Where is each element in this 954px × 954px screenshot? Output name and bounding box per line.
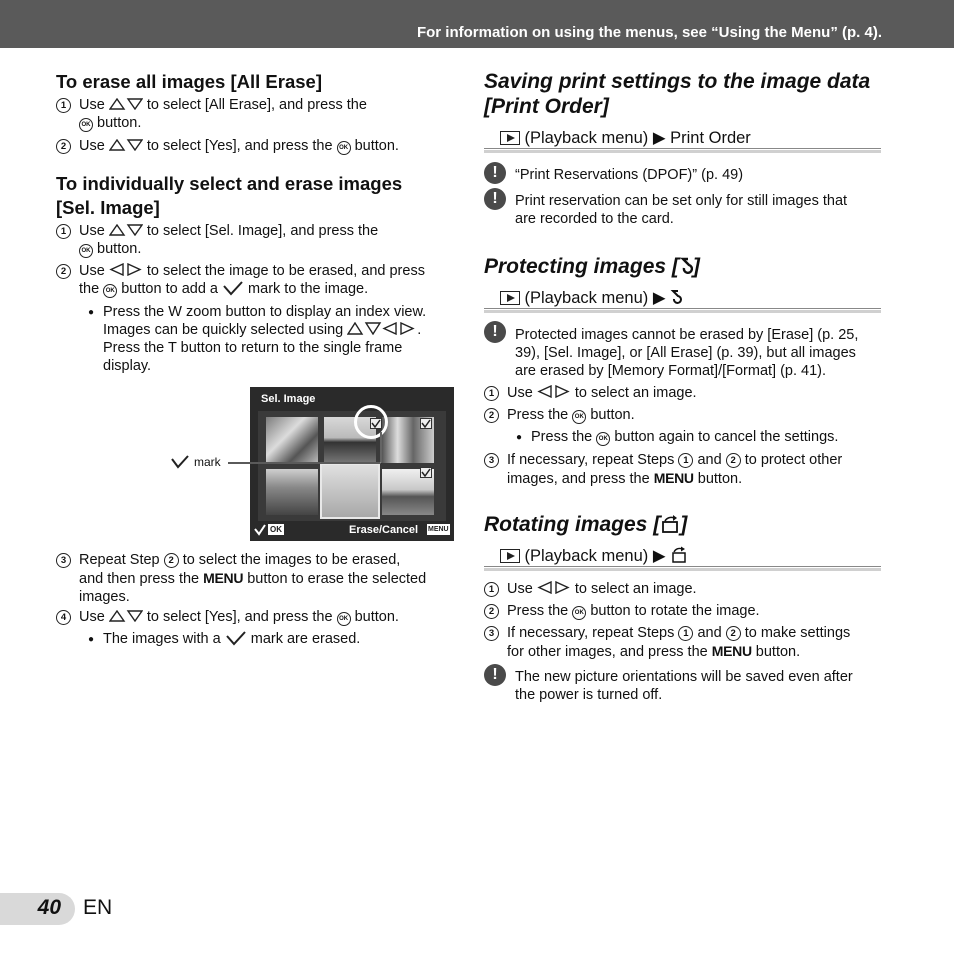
header-text: For information on using the menus, see “Using the Menu” (p. 4). [416, 24, 882, 41]
step-number: 2 [56, 139, 71, 154]
all-erase-step1: Use to select [All Erase], and press the OK button. [79, 97, 367, 131]
step-number: 3 [484, 626, 499, 641]
warning-icon: ! [484, 162, 506, 184]
screen-title: Sel. Image [261, 393, 316, 405]
up-down-arrows-icon [109, 610, 143, 622]
step-number: 2 [56, 264, 71, 279]
language-code: EN [83, 896, 113, 919]
step-number: 1 [56, 224, 71, 239]
checkmark-icon [420, 418, 432, 429]
protect-menu-path: (Playback menu) ▶ [484, 288, 881, 309]
warning-icon: ! [484, 664, 506, 686]
sel-image-heading: To individually select and erase images [Sel. Image] [56, 173, 403, 218]
checkmark-icon [420, 467, 432, 478]
print-order-title: Saving print settings to the image data [Print Order] [484, 70, 871, 118]
left-right-arrows-icon [537, 385, 571, 398]
sel-image-step2: Use to select the image to be erased, and press the OK button to add a mark to the image. [79, 263, 425, 297]
left-right-arrows-icon [109, 263, 143, 276]
print-order-menu-path: (Playback menu) ▶ Print Order [484, 128, 881, 149]
step-number: 1 [484, 582, 499, 597]
left-right-arrows-icon [537, 581, 571, 594]
all-erase-heading: To erase all images [All Erase] [56, 71, 322, 92]
rotate-step3: If necessary, repeat Steps 1 and 2 to make settings for other images, and press the MENU button. [507, 625, 851, 660]
rotate-title: Rotating images [ ] [484, 513, 688, 536]
checkmark-icon [170, 454, 190, 470]
protect-icon [679, 256, 693, 276]
ok-icon: OK [79, 118, 93, 132]
ok-label: OK [270, 525, 282, 534]
mark-callout-label: mark [194, 455, 221, 469]
playback-icon [500, 131, 520, 145]
thumbnail-image-selected [320, 463, 380, 519]
print-order-note2: Print reservation can be set only for still images that are recorded to the card. [515, 193, 848, 227]
up-down-arrows-icon [109, 224, 143, 236]
up-down-arrows-icon [109, 98, 143, 110]
step-number: 2 [484, 408, 499, 423]
step-number: 3 [56, 553, 71, 568]
protect-step3: If necessary, repeat Steps 1 and 2 to protect other images, and press the MENU button. [507, 452, 843, 487]
step-number: 1 [56, 98, 71, 113]
step-number: 1 [484, 386, 499, 401]
checkmark-icon [225, 630, 247, 646]
sel-image-bullet: ● Press the W zoom button to display an index view. Images can be quickly selected using . Press the T button to return to the single frame display. [103, 303, 463, 375]
protect-step1: Use to select an image. [507, 385, 697, 401]
page-number-tab [0, 893, 75, 925]
sel-image-step1: Use to select [Sel. Image], and press the OK button. [79, 223, 379, 257]
warning-icon: ! [484, 321, 506, 343]
rotate-step2: Press the OK button to rotate the image. [507, 603, 760, 619]
step-number: 2 [484, 604, 499, 619]
ok-icon: OK [79, 244, 93, 258]
rotate-step1: Use to select an image. [507, 581, 697, 597]
playback-icon [500, 291, 520, 305]
rotate-note: The new picture orientations will be saved even after the power is turned off. [515, 669, 853, 703]
ok-icon: OK [572, 410, 586, 424]
erase-cancel-label: Erase/Cancel [349, 524, 419, 536]
step-number: 4 [56, 610, 71, 625]
protect-icon [670, 289, 682, 305]
warning-icon: ! [484, 188, 506, 210]
thumbnail-image [266, 469, 318, 515]
rotate-icon [670, 546, 688, 564]
callout-line [228, 430, 388, 470]
ok-icon: OK [103, 284, 117, 298]
ok-icon: OK [572, 606, 586, 620]
sel-image-step4: Use to select [Yes], and press the OK button. [79, 609, 399, 625]
checkmark-icon [254, 524, 266, 536]
checkmark-icon [222, 280, 244, 296]
ok-icon: OK [337, 141, 351, 155]
sel-image-step3: Repeat Step 2 to select the images to be erased, and then press the MENU button to erase the selected images. [79, 552, 427, 605]
protect-bullet: ● Press the OK button again to cancel the settings. [531, 428, 838, 446]
menu-label: MENU [428, 526, 449, 533]
ok-icon: OK [596, 432, 610, 446]
page-number: 40 [37, 896, 61, 919]
protect-step2: Press the OK button. [507, 407, 635, 423]
ok-icon: OK [337, 612, 351, 626]
sel-image-bullet2: ● The images with a mark are erased. [103, 630, 463, 648]
step-number: 3 [484, 453, 499, 468]
playback-icon [500, 549, 520, 563]
all-erase-step2: Use to select [Yes], and press the OK button. [79, 138, 399, 154]
header-bar [0, 0, 954, 48]
print-order-note1: “Print Reservations (DPOF)” (p. 49) [515, 167, 744, 183]
up-down-arrows-icon [109, 139, 143, 151]
rotate-menu-path: (Playback menu) ▶ [484, 546, 881, 567]
protect-note: Protected images cannot be erased by [Erase] (p. 25, 39), [Sel. Image], or [All Erase] (p. 39), but all images are erased by [Memory Format]/[Format] (p. 41). [515, 327, 859, 379]
four-arrows-icon [347, 322, 417, 335]
rotate-icon [660, 514, 680, 534]
protect-title: Protecting images [ ] [484, 255, 700, 278]
